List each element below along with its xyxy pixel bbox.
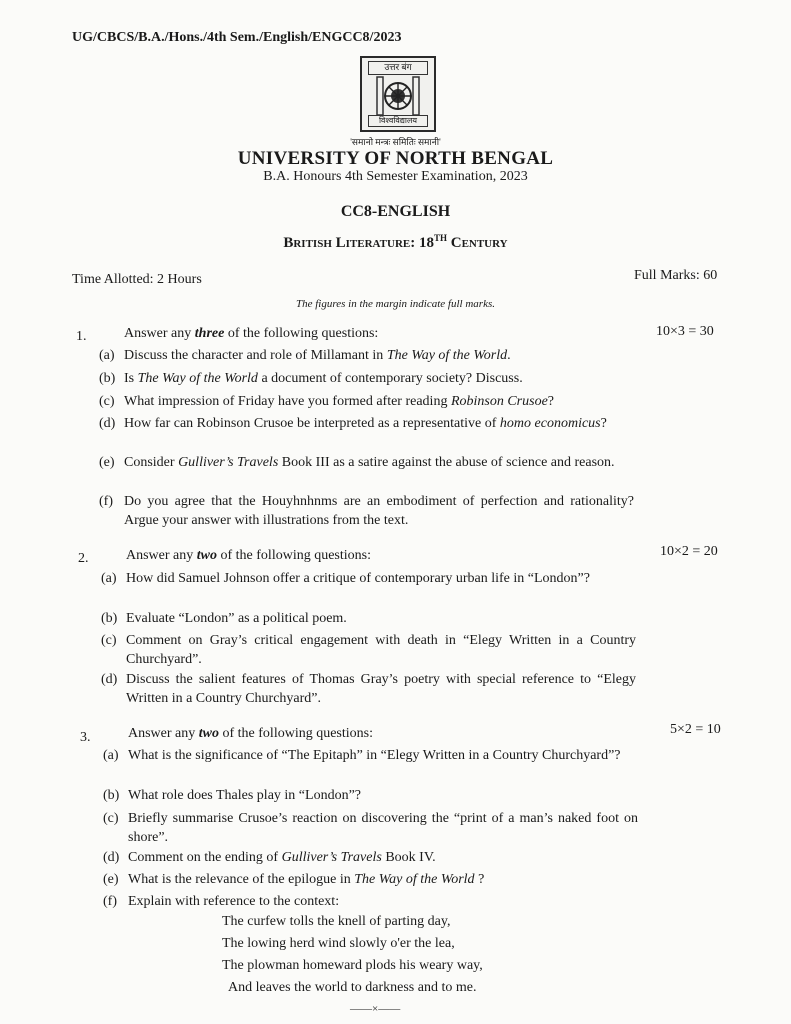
exam-title: B.A. Honours 4th Semester Examination, 2023 — [263, 169, 528, 184]
logo-top-text: उत्तर बंग — [368, 61, 428, 75]
item-label: (d) — [103, 850, 120, 865]
q3-heading — [128, 726, 373, 742]
item-label: (e) — [103, 872, 119, 887]
q3-number: 3. — [80, 730, 91, 745]
time-allotted: Time Allotted: 2 Hours — [72, 272, 202, 287]
item-label: (a) — [99, 348, 115, 363]
item-italic: Gulliver’s Travels — [178, 455, 279, 470]
item-text-end: . — [507, 348, 511, 363]
q2-head-post: of the following questions: — [217, 548, 371, 563]
item-label: (b) — [101, 611, 118, 626]
item-text: How far can Robinson Crusoe be interpreted as a representative of — [124, 416, 500, 431]
item-label: (e) — [99, 455, 115, 470]
item-label: (f) — [103, 894, 117, 909]
poem-line-2: The lowing herd wind slowly o'er the lea, — [222, 936, 455, 951]
item-text: Is — [124, 371, 138, 386]
item-text: Comment on the ending of — [128, 850, 282, 865]
item-label: (a) — [103, 748, 119, 763]
q3-head-pre: Answer any — [128, 726, 199, 741]
q2-marks: 10×2 = 20 — [660, 544, 718, 559]
q2-head-pre: Answer any — [126, 548, 197, 563]
item-label: (f) — [99, 494, 113, 509]
item-text-end: ? — [547, 394, 555, 409]
item-text-end: Book IV. — [381, 850, 436, 865]
item-text: What is the significance of “The Epitaph” in “Elegy Written in a Country Churchyard”? — [128, 748, 621, 763]
item-text: What impression of Friday have you formed after reading — [124, 394, 451, 409]
item-label: (d) — [99, 416, 116, 431]
q2-number: 2. — [78, 551, 89, 566]
item-label: (b) — [99, 371, 116, 386]
subject-title — [0, 233, 791, 252]
subject-sup: TH — [433, 233, 447, 243]
item-text: Consider — [124, 455, 179, 470]
item-text-end: ? — [600, 416, 607, 431]
poem-line-3: The plowman homeward plods his weary way, — [222, 958, 483, 973]
motto: 'समानो मन्त्रः समितिः समानी' — [350, 137, 441, 147]
item-label: (a) — [101, 571, 117, 586]
paper-title: CC8-ENGLISH — [340, 203, 451, 220]
item-text: What is the relevance of the epilogue in — [128, 872, 355, 887]
item-text-end: Book III as a satire against the abuse of science and reason. — [278, 455, 615, 470]
q1-number: 1. — [76, 329, 87, 344]
q1-head-pre: Answer any — [124, 326, 195, 341]
q2-head-em: two — [196, 548, 217, 563]
item-italic: homo economicus — [499, 416, 601, 431]
item-text: What role does Thales play in “London”? — [128, 788, 361, 803]
item-text: Discuss the character and role of Millamant in — [124, 348, 387, 363]
subject-pre: British Literature: 18 — [283, 235, 434, 251]
university-name: UNIVERSITY OF NORTH BENGAL — [237, 148, 554, 169]
item-label: (c) — [103, 811, 119, 826]
item-text: Explain with reference to the context: — [128, 894, 340, 909]
paper-code: UG/CBCS/B.A./Hons./4th Sem./English/ENGCC8/2023 — [72, 30, 402, 45]
item-text: How did Samuel Johnson offer a critique of contemporary urban life in “London”? — [126, 571, 590, 586]
item-italic: Gulliver’s Travels — [281, 850, 382, 865]
q3-head-post: of the following questions: — [219, 726, 373, 741]
logo-emblem-icon — [376, 76, 420, 116]
full-marks: Full Marks: 60 — [634, 268, 718, 283]
item-text-end: a document of contemporary society? Discuss. — [257, 371, 523, 386]
item-italic: The Way of the World — [386, 348, 508, 363]
subject-post: Century — [446, 235, 508, 251]
item-italic: The Way of the World — [137, 371, 258, 386]
poem-line-1: The curfew tolls the knell of parting day, — [222, 914, 451, 929]
q2-heading — [126, 548, 371, 564]
item-label: (d) — [101, 672, 118, 687]
item-italic: Robinson Crusoe — [450, 394, 548, 409]
university-logo — [360, 56, 436, 132]
item-label: (c) — [99, 394, 115, 409]
q1-head-post: of the following questions: — [224, 326, 379, 341]
item-text: Discuss the salient features of Thomas Gray’s poetry with special reference to “Elegy Written in a Country Churchyard”. — [126, 672, 636, 706]
q1-head-em: three — [194, 326, 225, 341]
item-label: (b) — [103, 788, 120, 803]
logo-bottom-text: विश्वविद्यालय — [368, 115, 428, 127]
item-text: Briefly summarise Crusoe’s reaction on discovering the “print of a man’s naked foot on shore”. — [128, 811, 638, 845]
q3-head-em: two — [198, 726, 219, 741]
poem-line-4: And leaves the world to darkness and to me. — [228, 980, 477, 995]
margin-note: The figures in the margin indicate full marks. — [295, 298, 495, 310]
item-text: Comment on Gray’s critical engagement with death in “Elegy Written in a Country Churchyard”. — [126, 633, 636, 667]
q1-heading — [124, 326, 378, 342]
q3-marks: 5×2 = 10 — [670, 722, 721, 737]
item-text: Evaluate “London” as a political poem. — [126, 611, 347, 626]
item-text: Do you agree that the Houyhnhnms are an embodiment of perfection and rationality? Argue your answer with illustrations from the text. — [124, 494, 634, 528]
item-label: (c) — [101, 633, 117, 648]
end-mark: ——×—— — [350, 1003, 401, 1015]
q1-marks: 10×3 = 30 — [656, 324, 714, 339]
item-italic: The Way of the World — [354, 872, 475, 887]
item-text-end: ? — [474, 872, 485, 887]
